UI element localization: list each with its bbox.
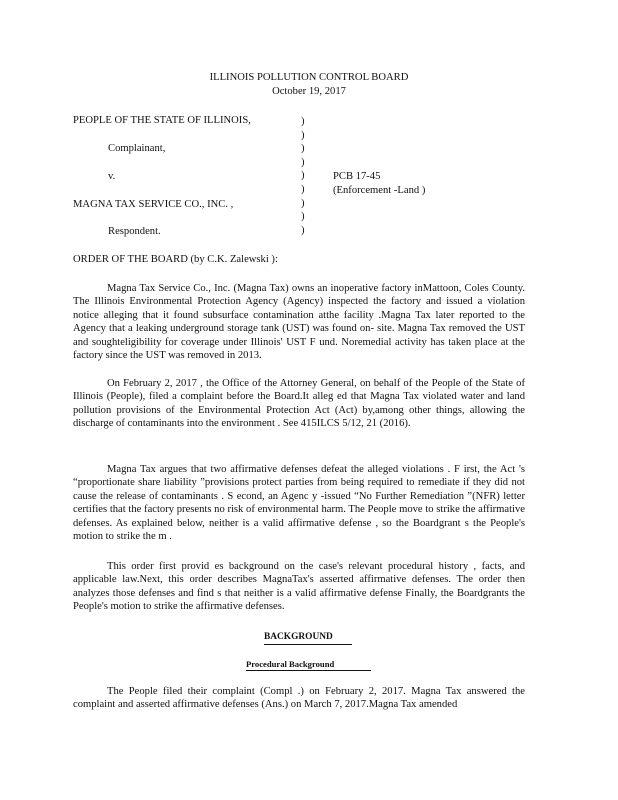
paragraph: On February 2, 2017 , the Office of the Attorney General, on behalf of the People of the State of Illinois (People), filed a complaint before the Board.It alleg ed that Magna Tax violated water and land pollution provisions of the Environmental Protection Act (Act) by,among other things, allowing the discharge of contaminants into the environment . See 415ILCS 5/12, 21 (2016). [73,378,525,430]
order-date: October 19, 2017 [272,86,346,97]
paragraph: This order first provid es background on the case's relevant procedural history , facts, and applicable law.Next, this order describes MagnaTax's asserted affirmative defenses. The order then analyzes those defenses and find s that neither is a valid affirmative defense Finally, the Boardgrants the People's motion to strike the affirmative defenses. [73,561,525,613]
board-name: ILLINOIS POLLUTION CONTROL BOARD [209,72,409,83]
paren: ) [301,224,305,236]
paren: ) [301,170,305,182]
paren: ) [301,183,305,195]
background-heading: BACKGROUND [264,632,333,642]
plaintiff-name: PEOPLE OF THE STATE OF ILLINOIS, [73,115,251,126]
respondent-label: Respondent. [108,226,161,237]
paren: ) [301,116,305,127]
paragraph: Magna Tax Service Co., Inc. (Magna Tax) owns an inoperative factory inMattoon, Coles County. The Illinois Environmental Protection Agency (Agency) inspected the factory and issued a violation notice alleging that it found subsurface contamination atthe facility .Magna Tax later reported to the Agency that a leaking underground storage tank (UST) was found on- site. Magna Tax removed the UST and soughteligibility for coverage under Illinois' UST F und. Noremedial activity has taken place at the factory since the UST was removed in 2013. [73,283,525,362]
defendant-name: MAGNA TAX SERVICE CO., INC. , [73,199,234,210]
procedural-background-heading: Procedural Background [246,659,335,669]
paren: ) [301,143,305,155]
case-number: PCB 17-45 [333,171,381,182]
background-underline [264,644,352,645]
paren: ) [301,197,305,209]
paragraph: The People filed their complaint (Compl .) on February 2, 2017. Magna Tax answered the complaint and asserted affirmative defenses (Ans.) on March 7, 2017.Magna Tax amended [73,686,525,711]
caption-parentheses [301,115,305,237]
paren: ) [301,211,305,223]
complainant-label: Complainant, [108,143,166,154]
paragraph: Magna Tax argues that two affirmative defenses defeat the alleged violations . F irst, the Act 's “proportionate share liability ”provisions protect parties from being required to remediate if they did not cause the release of contaminants . S econd, an Agenc y -issued “No Further Remediation ”(NFR) letter certifies that the factory presents no risk of environmental harm. The People move to strike the affirmative defenses. As explained below, neither is a valid affirmative defense , so the Boardgrant s the People's motion to strike the m . [73,464,525,543]
paren: ) [301,156,305,168]
versus-label: v. [108,171,116,182]
order-title: ORDER OF THE BOARD (by C.K. Zalewski ): [73,254,278,265]
paren: ) [301,129,305,141]
procedural-underline [246,670,371,671]
case-type: (Enforcement -Land ) [333,185,426,196]
